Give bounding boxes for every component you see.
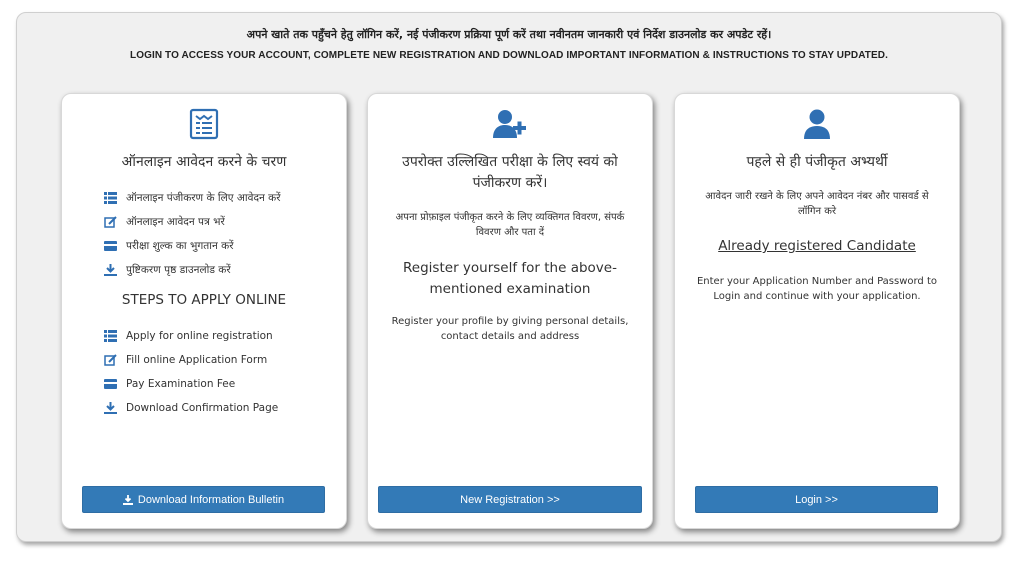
list-item: Pay Examination Fee [104, 377, 278, 401]
register-desc-hindi: अपना प्रोफ़ाइल पंजीकृत करने के लिए व्यक्तिगत विवरण, संपर्क विवरण और पता दें [395, 212, 625, 238]
credit-card-icon [104, 378, 117, 390]
download-icon [123, 495, 133, 505]
login-card [674, 93, 960, 529]
login-title-hindi: पहले से ही पंजीकृत अभ्यर्थी [746, 154, 888, 170]
steps-card [61, 93, 347, 529]
list-icon [104, 330, 117, 342]
main-panel [16, 12, 1002, 542]
header-hindi: अपने खाते तक पहुँचने हेतु लॉगिन करें, नई पंजीकरण प्रक्रिया पूर्ण करें तथा नवीनतम जानकारी एवं निर्देश डाउनलोड कर अपडेट रहें। [246, 28, 772, 41]
edit-icon [104, 354, 117, 366]
list-item: परीक्षा शुल्क का भुगतान करें [104, 239, 281, 263]
credit-card-icon [104, 240, 117, 252]
edit-icon [104, 216, 117, 228]
already-registered-link[interactable]: Already registered Candidate [718, 238, 916, 254]
header-english: LOGIN TO ACCESS YOUR ACCOUNT, COMPLETE NEW REGISTRATION AND DOWNLOAD IMPORTANT INFORMATION & INSTRUCTIONS TO STAY UPDATED. [130, 50, 888, 61]
list-item: पुष्टिकरण पृष्ठ डाउनलोड करें [104, 263, 281, 287]
register-title-hindi: उपरोक्त उल्लिखित परीक्षा के लिए स्वयं को पंजीकरण करें। [402, 154, 618, 191]
steps-title-english: STEPS TO APPLY ONLINE [121, 292, 287, 308]
login-desc-hindi: आवेदन जारी रखने के लिए अपने आवेदन नंबर और पासवर्ड से लॉगिन करे [705, 191, 929, 217]
login-desc-english: Enter your Application Number and Password to Login and continue with your application. [696, 276, 937, 302]
login-button[interactable]: Login >> [695, 486, 938, 513]
list-icon [104, 192, 117, 204]
user-icon [675, 108, 959, 142]
new-registration-button[interactable]: New Registration >> [378, 486, 642, 513]
application-form-icon [62, 108, 346, 142]
steps-title-hindi: ऑनलाइन आवेदन करने के चरण [121, 154, 287, 170]
list-item: ऑनलाइन आवेदन पत्र भरें [104, 215, 281, 239]
download-bulletin-button[interactable]: Download Information Bulletin [82, 486, 325, 513]
register-desc-english: Register your profile by giving personal details, contact details and address [391, 316, 629, 342]
list-item: Download Confirmation Page [104, 401, 278, 425]
register-title-english: Register yourself for the above-mentioned examination [403, 260, 617, 297]
steps-list-hindi [104, 191, 281, 287]
user-plus-icon [368, 108, 652, 142]
list-item: Apply for online registration [104, 329, 278, 353]
steps-list-english [104, 329, 278, 425]
register-card [367, 93, 653, 529]
list-item: Fill online Application Form [104, 353, 278, 377]
download-icon [104, 402, 117, 414]
download-icon [104, 264, 117, 276]
list-item: ऑनलाइन पंजीकरण के लिए आवेदन करें [104, 191, 281, 215]
